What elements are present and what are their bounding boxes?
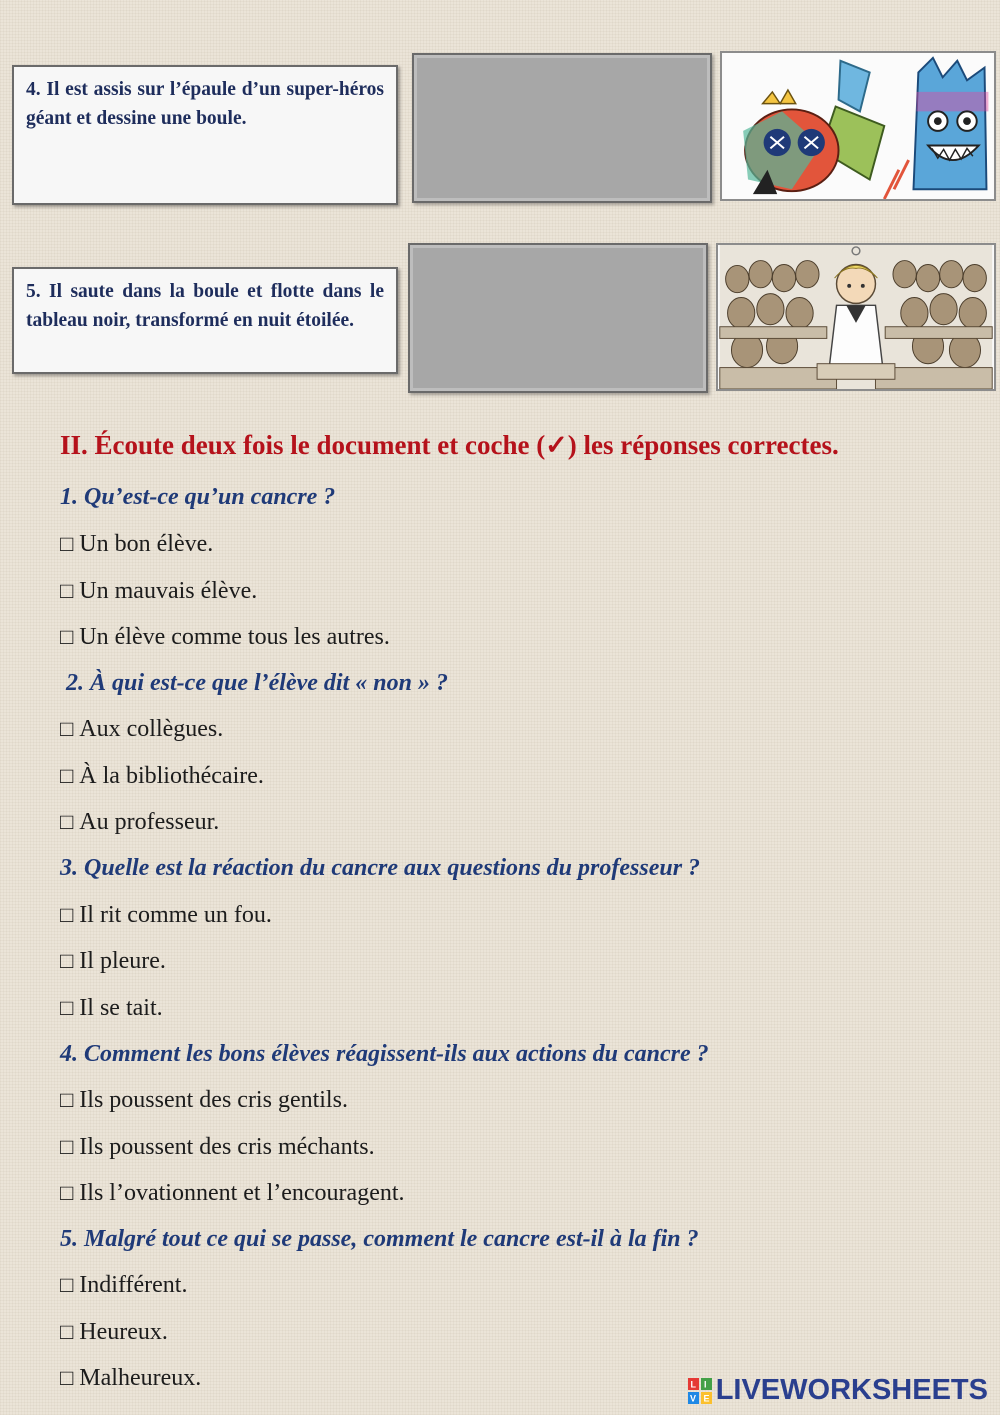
option-1-b[interactable] (60, 578, 257, 605)
option-3-b[interactable] (60, 948, 166, 975)
checkbox-icon[interactable]: □ (60, 1087, 74, 1112)
checkbox-icon[interactable]: □ (60, 1180, 74, 1205)
option-4-a[interactable] (60, 1087, 348, 1114)
option-label: Ils poussent des cris gentils. (79, 1087, 348, 1113)
checkbox-icon[interactable]: □ (60, 578, 74, 603)
option-2-b[interactable] (60, 763, 264, 790)
option-label: À la bibliothécaire. (79, 763, 264, 789)
option-label: Aux collègues. (79, 716, 224, 742)
svg-text:L: L (690, 1379, 696, 1389)
checkbox-icon[interactable]: □ (60, 1134, 74, 1159)
option-2-c[interactable] (60, 809, 219, 836)
checkbox-icon[interactable]: □ (60, 763, 74, 788)
checkbox-icon[interactable]: □ (60, 624, 74, 649)
statement-text: 5. Il saute dans la boule et flotte dans le tableau noir, transformé en nuit étoilée. (26, 281, 384, 331)
checkbox-icon[interactable]: □ (60, 995, 74, 1020)
option-1-a[interactable] (60, 531, 213, 558)
classroom-students-image[interactable] (716, 243, 996, 391)
checkbox-icon[interactable]: □ (60, 531, 74, 556)
option-label: Malheureux. (79, 1365, 202, 1391)
checkbox-icon[interactable]: □ (60, 1272, 74, 1297)
option-label: Heureux. (79, 1319, 168, 1345)
svg-text:I: I (703, 1379, 707, 1389)
option-5-c[interactable] (60, 1365, 201, 1392)
checkbox-icon[interactable]: □ (60, 948, 74, 973)
option-1-c[interactable] (60, 624, 390, 651)
section-title: II. Écoute deux fois le document et coche (✓) les réponses correctes. (60, 430, 839, 460)
option-5-b[interactable] (60, 1319, 168, 1346)
checkbox-icon[interactable]: □ (60, 902, 74, 927)
classroom-students-illustration (718, 245, 994, 389)
checkbox-icon[interactable]: □ (60, 1319, 74, 1344)
drop-zone-4[interactable] (412, 53, 712, 203)
question-1: 1. Qu’est-ce qu’un cancre ? (60, 484, 336, 510)
option-5-a[interactable] (60, 1272, 187, 1299)
brand-name: LIVEWORKSHEETS (715, 1374, 988, 1406)
option-label: Il pleure. (79, 948, 166, 974)
question-4: 4. Comment les bons élèves réagissent-ils aux actions du cancre ? (60, 1041, 709, 1067)
option-label: Il rit comme un fou. (79, 902, 272, 928)
option-3-c[interactable] (60, 995, 163, 1022)
checkbox-icon[interactable]: □ (60, 809, 74, 834)
option-4-b[interactable] (60, 1134, 375, 1161)
option-4-c[interactable] (60, 1180, 405, 1207)
option-label: Au professeur. (79, 809, 220, 835)
question-3: 3. Quelle est la réaction du cancre aux questions du professeur ? (60, 855, 701, 881)
question-2: 2. À qui est-ce que l’élève dit « non » ? (60, 670, 448, 696)
option-label: Un bon élève. (79, 531, 214, 557)
option-label: Ils l’ovationnent et l’encouragent. (79, 1180, 405, 1206)
checkbox-icon[interactable]: □ (60, 1365, 74, 1390)
monsters-drawing-illustration (722, 53, 994, 199)
statement-text: 4. Il est assis sur l’épaule d’un super-héros géant et dessine une boule. (26, 79, 384, 129)
option-label: Un mauvais élève. (79, 578, 258, 604)
option-3-a[interactable] (60, 902, 272, 929)
option-label: Il se tait. (79, 995, 163, 1021)
statement-card-5 (12, 267, 398, 374)
drop-zone-5[interactable] (408, 243, 708, 393)
question-5: 5. Malgré tout ce qui se passe, comment le cancre est-il à la fin ? (60, 1226, 699, 1252)
option-label: Indifférent. (79, 1272, 188, 1298)
monsters-drawing-image[interactable] (720, 51, 996, 201)
option-2-a[interactable] (60, 716, 223, 743)
liveworksheets-logo-icon (688, 1378, 712, 1404)
svg-text:E: E (703, 1393, 710, 1403)
liveworksheets-brand[interactable] (688, 1374, 988, 1407)
checkbox-icon[interactable]: □ (60, 716, 74, 741)
svg-text:V: V (689, 1393, 696, 1403)
statement-card-4 (12, 65, 398, 205)
option-label: Un élève comme tous les autres. (79, 624, 390, 650)
option-label: Ils poussent des cris méchants. (79, 1134, 375, 1160)
